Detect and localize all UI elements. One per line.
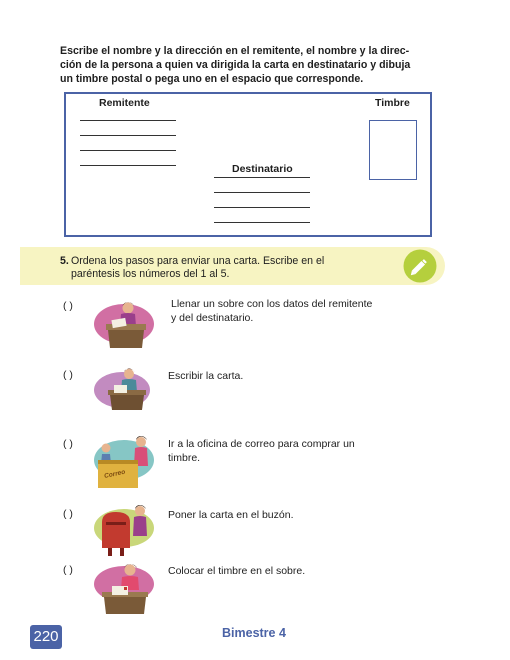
- remitente-line-4[interactable]: [80, 165, 176, 166]
- step-5-text: [168, 564, 418, 578]
- remitente-line-1[interactable]: [80, 120, 176, 121]
- instructions-line: ción de la persona a quien va dirigida la carta en destinatario y dibuja: [60, 59, 411, 71]
- step-3-line: timbre.: [168, 452, 201, 464]
- question-line: paréntesis los números del 1 al 5.: [71, 268, 230, 280]
- pencil-icon: [403, 249, 437, 283]
- destinatario-line-3[interactable]: [214, 207, 310, 208]
- page-number: 220: [33, 628, 59, 645]
- woman-writing-envelope-icon: [94, 292, 160, 352]
- destinatario-label: Destinatario: [232, 163, 293, 175]
- step-3-text: [168, 437, 418, 465]
- remitente-label: Remitente: [99, 97, 150, 109]
- step-5-answer[interactable]: ( ): [63, 564, 73, 576]
- destinatario-line-2[interactable]: [214, 192, 310, 193]
- destinatario-line-1[interactable]: [214, 177, 310, 178]
- step-1-answer[interactable]: ( ): [63, 300, 73, 312]
- post-office-counter-icon: [94, 430, 160, 490]
- step-3-line: Ir a la oficina de correo para comprar un: [168, 438, 355, 450]
- instructions-line: Escribe el nombre y la dirección en el remitente, el nombre y la direc-: [60, 45, 410, 57]
- step-3-answer[interactable]: ( ): [63, 438, 73, 450]
- step-4-answer[interactable]: ( ): [63, 508, 73, 520]
- step-4-text: [168, 508, 418, 522]
- step-1-line: y del destinatario.: [171, 312, 254, 324]
- remitente-line-2[interactable]: [80, 135, 176, 136]
- destinatario-line-4[interactable]: [214, 222, 310, 223]
- question-line: Ordena los pasos para enviar una carta. Escribe en el: [71, 255, 325, 267]
- remitente-line-3[interactable]: [80, 150, 176, 151]
- mailbox-icon: [94, 500, 160, 558]
- question-number: 5.: [60, 255, 69, 267]
- step-1-line: Llenar un sobre con los datos del remitente: [171, 298, 373, 310]
- timbre-label: Timbre: [375, 97, 410, 109]
- step-2-line: Escribir la carta.: [168, 370, 244, 382]
- step-4-line: Poner la carta en el buzón.: [168, 509, 294, 521]
- instructions-line: un timbre postal o pega uno en el espacio que corresponde.: [60, 73, 364, 85]
- bimestre-label: Bimestre 4: [222, 626, 286, 640]
- correo-sign-text: Correo: [103, 468, 126, 480]
- woman-stamping-envelope-icon: [94, 558, 160, 616]
- step-5-line: Colocar el timbre en el sobre.: [168, 565, 306, 577]
- step-2-answer[interactable]: ( ): [63, 369, 73, 381]
- step-2-text: [168, 369, 418, 383]
- question-text: [71, 255, 391, 281]
- stamp-box[interactable]: [369, 120, 417, 180]
- woman-writing-letter-icon: [94, 362, 160, 417]
- step-1-text: [171, 297, 421, 325]
- instructions-text: [60, 44, 445, 86]
